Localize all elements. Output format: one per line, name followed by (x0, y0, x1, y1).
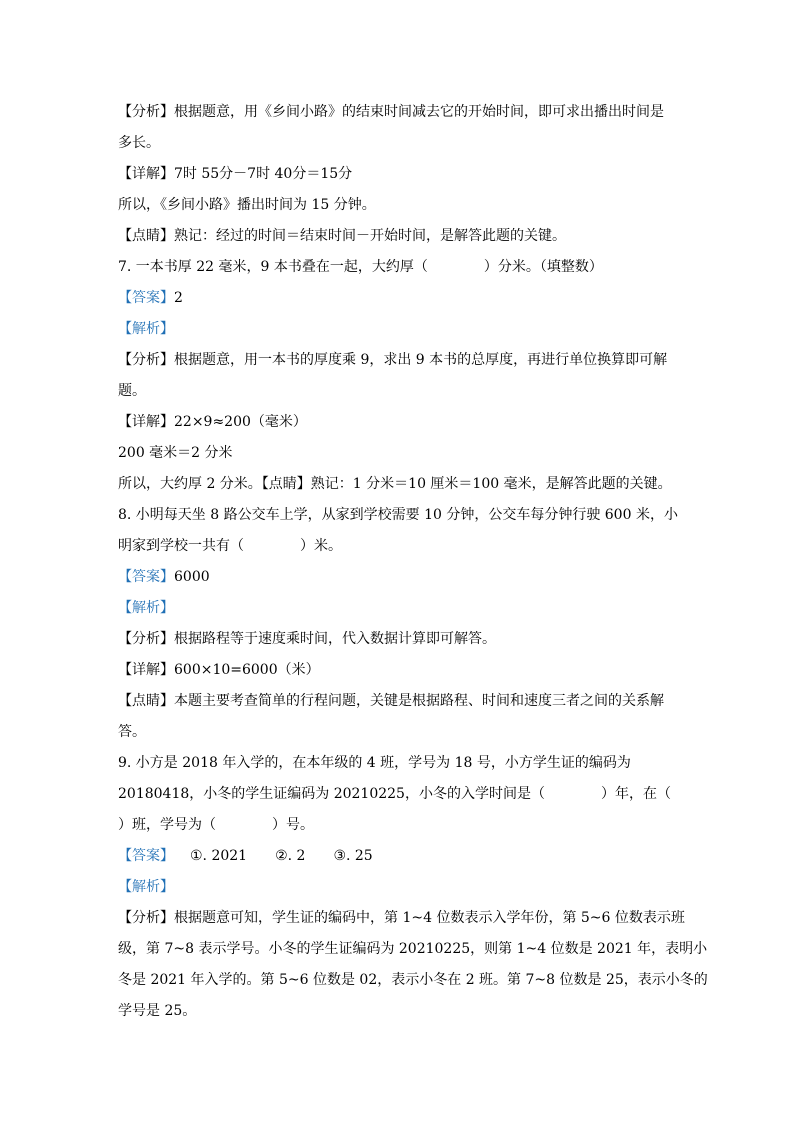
key-point-line: 【点睛】本题主要考查简单的行程问题，关键是根据路程、时间和速度三者之间的关系解 (118, 693, 664, 709)
detail-line-cont: 200 毫米＝2 分米 (118, 445, 233, 461)
explanation-label: 【解析】 (118, 879, 174, 895)
question-7: 7. 一本书厚 22 毫米，9 本书叠在一起，大约厚（ ）分米。（填整数） (118, 259, 603, 275)
analysis-line-cont: 多长。 (118, 135, 160, 151)
key-point-line-cont: 答。 (118, 724, 146, 740)
analysis-line: 【分析】根据题意可知，学生证的编码中，第 1~4 位数表示入学年份，第 5~6 位数表示班 (118, 910, 685, 926)
conclusion-line: 所以，大约厚 2 分米。【点睛】熟记：1 分米＝10 厘米＝100 毫米，是解答此题的关键。 (118, 476, 672, 492)
answer-label: 【答案】 (118, 290, 174, 306)
explanation-label: 【解析】 (118, 321, 174, 337)
detail-line: 【详解】22×9≈200（毫米） (118, 414, 307, 430)
analysis-line-cont: 冬是 2021 年入学的。第 5~6 位数是 02，表示小冬在 2 班。第 7~8 位数是 25，表示小冬的 (118, 972, 708, 988)
answer-value: 6000 (174, 569, 210, 585)
question-8-cont: 明家到学校一共有（ ）米。 (118, 538, 342, 554)
analysis-line: 【分析】根据题意，用《乡间小路》的结束时间减去它的开始时间，即可求出播出时间是 (118, 104, 664, 120)
analysis-line: 【分析】根据题意，用一本书的厚度乘 9，求出 9 本书的总厚度，再进行单位换算即可解 (118, 352, 668, 368)
answer-7 (118, 288, 183, 308)
analysis-line-cont: 级，第 7~8 表示学号。小冬的学生证编码为 20210225，则第 1~4 位数是 2021 年，表明小 (118, 941, 708, 957)
analysis-line: 【分析】根据路程等于速度乘时间，代入数据计算即可解答。 (118, 631, 496, 647)
question-9: 9. 小方是 2018 年入学的，在本年级的 4 班，学号为 18 号，小方学生证的编码为 (118, 755, 631, 771)
answer-label: 【答案】 (118, 569, 174, 585)
answer-value: 2 (174, 290, 183, 306)
question-8: 8. 小明每天坐 8 路公交车上学，从家到学校需要 10 分钟，公交车每分钟行驶 600 米，小 (118, 507, 678, 523)
conclusion-line: 所以，《乡间小路》播出时间为 15 分钟。 (118, 197, 376, 213)
question-9-cont: ）班，学号为（ ）号。 (118, 817, 314, 833)
answer-8 (118, 567, 210, 587)
answer-label: 【答案】 (118, 848, 174, 864)
answer-9 (118, 846, 373, 866)
explanation-label: 【解析】 (118, 600, 174, 616)
analysis-line-cont: 题。 (118, 383, 146, 399)
detail-line: 【详解】7时 55分－7时 40分＝15分 (118, 166, 353, 182)
key-point-line: 【点睛】熟记：经过的时间＝结束时间－开始时间，是解答此题的关键。 (118, 228, 566, 244)
question-9-cont: 20180418，小冬的学生证编码为 20210225，小冬的入学时间是（ ）年，在（ (118, 786, 671, 802)
answer-value: ①. 2021 ②. 2 ③. 25 (190, 848, 373, 864)
detail-line: 【详解】600×10=6000（米） (118, 662, 320, 678)
analysis-line-cont: 学号是 25。 (118, 1003, 197, 1019)
